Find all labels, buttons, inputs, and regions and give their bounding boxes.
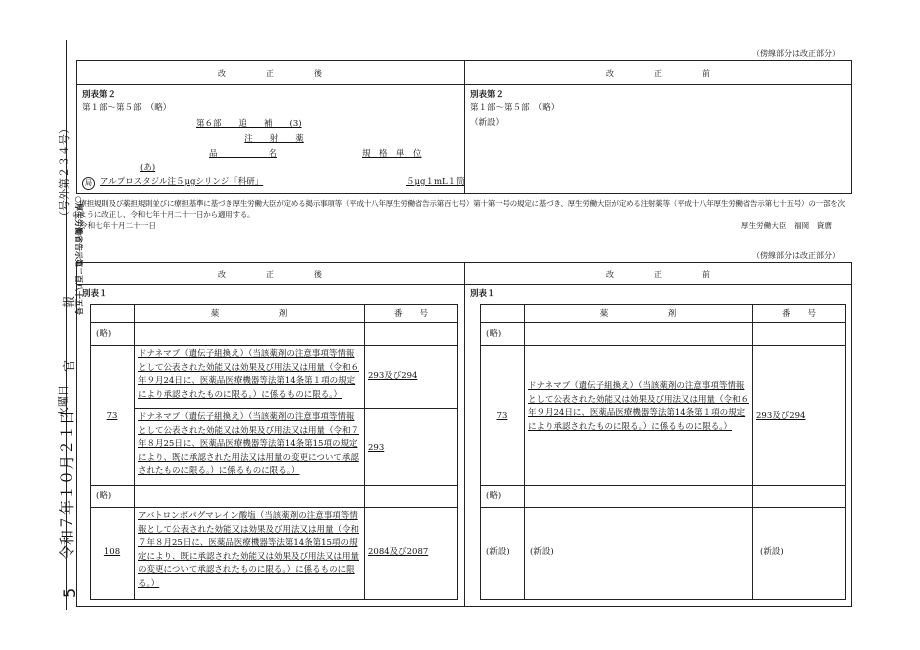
col-spec-unit: 規 格 単 位 bbox=[362, 149, 422, 159]
after-row73-b-text: ドナネマブ（遺伝子組換え）（当該薬剤の注意事項等情報として公表された効能又は効果及び用法又は用量（令和７年８月25日に、医薬品医療機器等法第14条第15項の規定により、既に承認された用法又は用量の変更について承認されたものに限る。）に係るものに限る。） bbox=[138, 412, 360, 476]
before-omit-2: (略) bbox=[486, 491, 502, 501]
table-2-divider bbox=[464, 262, 465, 607]
before-col-drug: 薬 剤 bbox=[599, 309, 677, 319]
notice-title: ○厚生労働省告示第二百八十五号 bbox=[74, 196, 84, 315]
after-row73-a-num: 293及び294 bbox=[368, 371, 418, 381]
item-name: アルプロスタジル注５μgシリンジ「科研」 bbox=[100, 177, 264, 187]
after-omit-2: (略) bbox=[96, 491, 112, 501]
table-1-header-rule bbox=[76, 84, 852, 85]
before-row73-text: ドナネマブ（遺伝子組換え）（当該薬剤の注意事項等情報として公表された効能又は効果及び用法又は用量（令和６年９月24日に、医薬品医療機器等法第14条第１項の規定により承認されたものに限る。）に係るものに限る。） bbox=[528, 381, 750, 432]
table-1-before-line1: 第１部～第５部 （略） bbox=[470, 103, 560, 113]
before-new-3: (新設) bbox=[760, 547, 784, 557]
gazette-date: 令和７年１０月２１日 bbox=[58, 409, 76, 560]
gazette-issue: （号外第２３４号） bbox=[58, 123, 71, 222]
after-col-sep-2 bbox=[364, 304, 365, 600]
after-row-rule-2 bbox=[90, 345, 458, 346]
after-col-drug: 薬 剤 bbox=[210, 309, 288, 319]
table-1-before-line2: （新設） bbox=[470, 118, 505, 128]
after-row73-a-text: ドナネマブ（遺伝子組換え）（当該薬剤の注意事項等情報として公表された効能又は効果及び用法又は用量（令和６年９月24日に、医薬品医療機器等法第14条第１項の規定により承認されたものに限る。）に係るものに限る。） bbox=[138, 349, 360, 400]
table-2-before-title: 別表１ bbox=[470, 289, 496, 299]
table-2-header-rule bbox=[76, 284, 852, 285]
table-1-before-title: 別表第２ bbox=[470, 90, 505, 100]
revision-note-mid: （傍線部分は改正部分） bbox=[752, 251, 840, 260]
page-number: 5 bbox=[60, 587, 79, 598]
before-new-1: (新設) bbox=[486, 547, 510, 557]
notice-line-1: 療担規則及び薬担規則並びに療担基準に基づき厚生労働大臣が定める掲示事項等（平成十八年厚生労働省告示第百七号）第十第一号の規定に基づき、厚生労働大臣が定める注射薬等（平成十八年厚生労働省告示第七十五号）の一部を次のように改正し、令和七年十月二十一日から適用する。 bbox=[72, 199, 845, 219]
table-2-before-header: 改 正 前 bbox=[606, 270, 710, 279]
col-item-name: 品 名 bbox=[208, 149, 277, 159]
notice-minister: 厚生労働大臣 福岡 資麿 bbox=[740, 221, 832, 230]
table-2-after-title: 別表１ bbox=[82, 289, 108, 299]
after-row108-num: 2084及び2087 bbox=[368, 547, 429, 557]
before-row73-num: 293及び294 bbox=[756, 411, 806, 421]
notice-date: 令和七年十月二十一日 bbox=[80, 221, 156, 230]
injection-heading: 注 射 薬 bbox=[244, 134, 304, 144]
before-row-rule-1 bbox=[480, 322, 846, 323]
after-row73-no: 73 bbox=[106, 411, 118, 421]
after-row-rule-4 bbox=[90, 485, 458, 486]
after-col-sep-1 bbox=[134, 304, 135, 600]
before-omit-1: (略) bbox=[486, 329, 502, 339]
after-row73-b-num: 293 bbox=[368, 443, 385, 453]
before-row73-no: 73 bbox=[496, 411, 508, 421]
before-new-2: (新設) bbox=[530, 547, 554, 557]
notice-render bbox=[72, 198, 852, 231]
gazette-name: 官 報 bbox=[62, 291, 76, 372]
after-row-rule-5 bbox=[90, 507, 458, 508]
table-1-after-title: 別表第２ bbox=[82, 90, 117, 100]
revision-note-top: （傍線部分は改正部分） bbox=[752, 49, 840, 58]
after-row108-text: アバトロンボパグマレイン酸塩（当該薬剤の注意事項等情報として公表された効能又は効果及び用法又は用量（令和７年８月25日に、医薬品医療機器等法第14条第15項の規定により、既に承認された効能又は効果及び用法又は用量の変更について承認されたものに限る。）に係るものに限る。） bbox=[138, 511, 360, 589]
gazette-weekday: 火曜日 bbox=[57, 385, 70, 418]
after-row108-no: 108 bbox=[103, 547, 121, 557]
before-col-num: 番 号 bbox=[781, 309, 816, 319]
before-row-rule-3 bbox=[480, 485, 846, 486]
before-col-sep-1 bbox=[524, 304, 525, 600]
table-1-after-header: 改 正 後 bbox=[218, 69, 322, 78]
part-heading: 第６部 追 補 (3) bbox=[196, 119, 302, 129]
kana-row: (あ) bbox=[140, 163, 156, 173]
after-omit-1: (略) bbox=[96, 329, 112, 339]
before-row-rule-2 bbox=[480, 345, 846, 346]
table-1-before-header: 改 正 前 bbox=[606, 69, 710, 78]
pharmacopoeia-mark: 局 bbox=[82, 177, 95, 190]
after-row-rule-1 bbox=[90, 322, 458, 323]
table-1-after-line1: 第１部～第５部 （略） bbox=[82, 103, 172, 113]
before-col-sep-2 bbox=[752, 304, 753, 600]
after-col-num: 番 号 bbox=[393, 309, 428, 319]
after-row-rule-3 bbox=[134, 408, 458, 409]
before-row-rule-4 bbox=[480, 507, 846, 508]
table-2-after-header: 改 正 後 bbox=[218, 270, 322, 279]
item-spec: ５μg１mL１筒 bbox=[406, 177, 465, 187]
table-1-divider bbox=[464, 60, 465, 194]
